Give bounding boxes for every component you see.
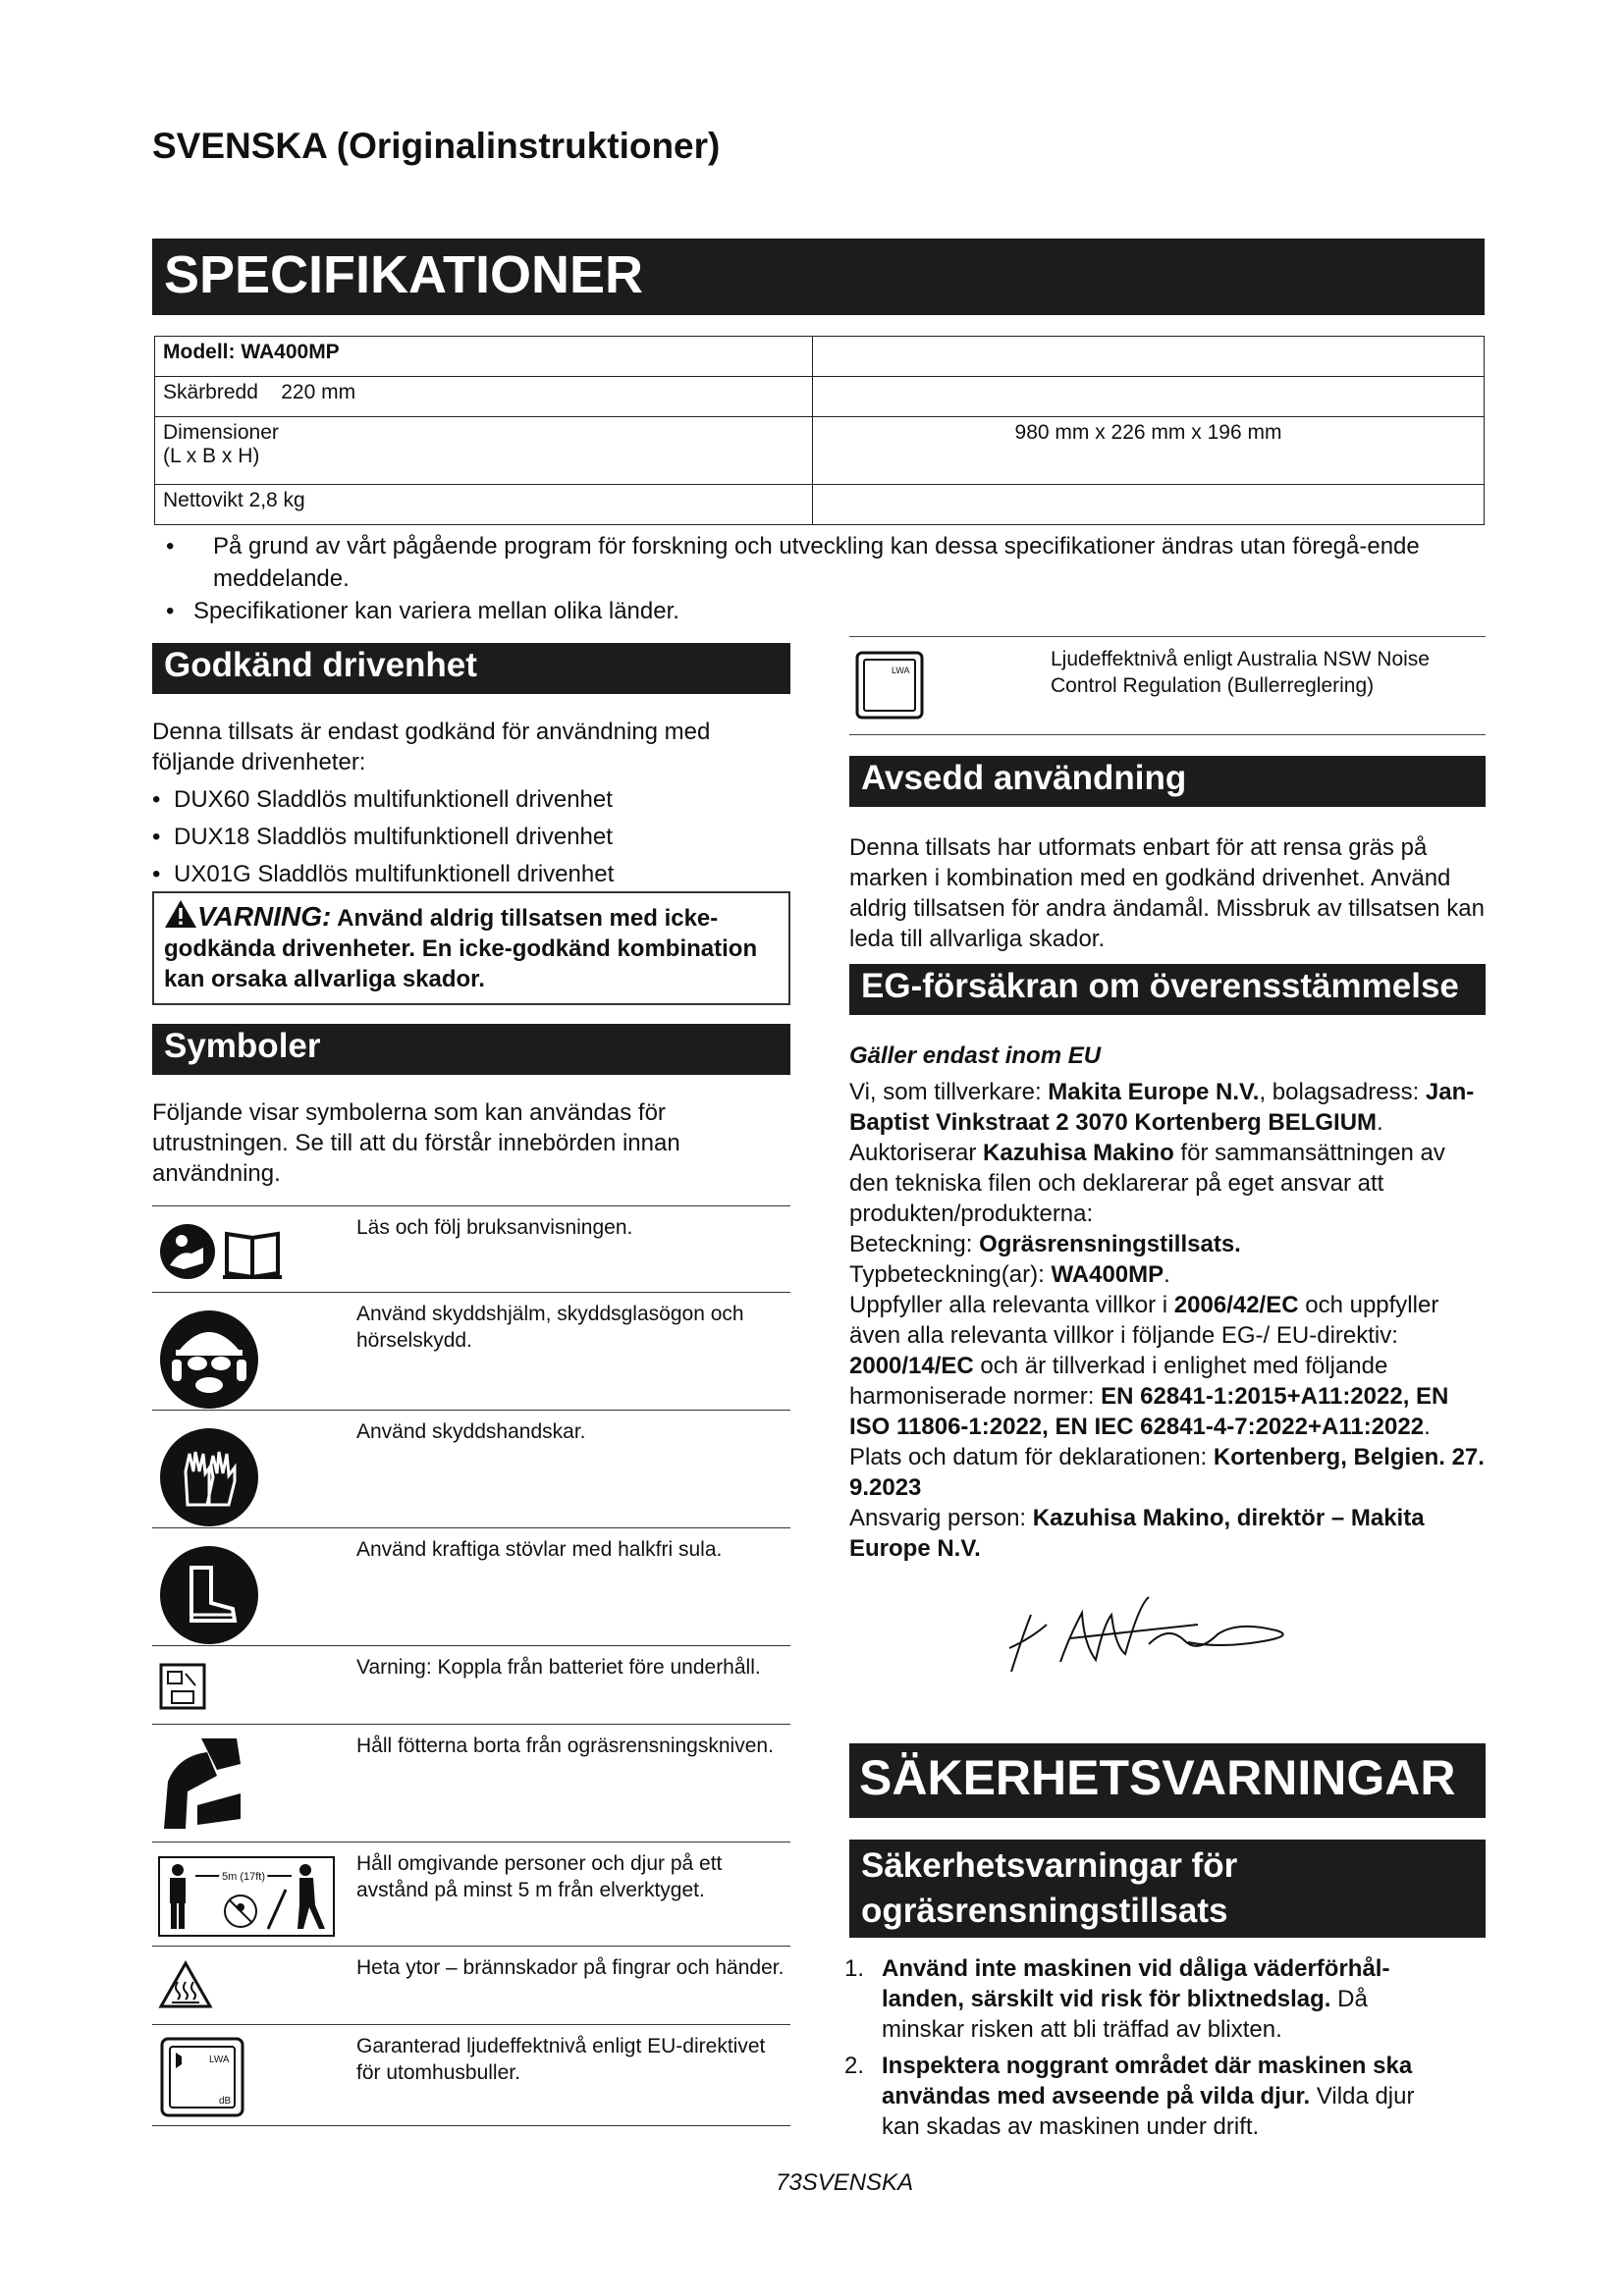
symbol-row: [152, 1410, 790, 1528]
noise-top-divider: [849, 636, 1486, 637]
responsible-person-value: Kazuhisa Makino, direktör – Makita Europe N.V.: [849, 1505, 1425, 1562]
list-item: [844, 2051, 1453, 2142]
warning-text: Använd aldrig tillsatsen med icke-godkända drivenheter. En icke-godkänd kombination kan orsaka allvarliga skador.: [164, 905, 758, 992]
list-item: • På grund av vårt pågående program för forskning och utveckling kan dessa specifikationer ändras utan föregå-ende meddelande.: [166, 533, 1420, 592]
gloves-icon: [158, 1426, 260, 1528]
directive: 2000/14/EC: [849, 1353, 974, 1379]
symbol-text: Heta ytor – brännskador på fingrar och händer.: [356, 1956, 785, 1979]
symbol-text: Garanterad ljudeffektnivå enligt EU-direktivet för utomhusbuller.: [356, 2035, 766, 2084]
approved-unit-body: [152, 717, 781, 889]
text-span: Typbeteckning(ar):: [849, 1261, 1052, 1288]
safety-list: [844, 1953, 1453, 2142]
note-text: På grund av vårt pågående program för forskning och utveckling kan dessa specifikationer ändras utan föregå-ende meddelande.: [213, 533, 1420, 592]
item-bold-text: Använd inte maskinen vid dåliga väderförhål-landen, särskilt vid risk för blixtnedslag.: [882, 1955, 1390, 2012]
hot-surface-icon: [158, 1960, 213, 2009]
text-span: . Auktoriserar: [849, 1109, 1383, 1166]
dimensions-label-cell: [155, 417, 813, 485]
text-span: för sammansättningen av den tekniska filen och deklarerar på eget ansvar att produkten/produkterna:: [849, 1140, 1445, 1227]
db-label: dB: [219, 2096, 232, 2107]
lwa-label: LWA: [892, 666, 910, 675]
authorized-person: Kazuhisa Makino: [983, 1140, 1174, 1166]
table-row: [155, 485, 1485, 525]
approved-intro: Denna tillsats är endast godkänd för användning med följande drivenheter:: [152, 719, 711, 775]
symbols-bottom-divider: [152, 2125, 790, 2126]
text-span: Vi, som tillverkare:: [849, 1079, 1049, 1105]
sound-power-au-icon: [854, 650, 925, 721]
symbol-row: [152, 1724, 790, 1842]
symbols-heading: Symboler: [152, 1024, 790, 1075]
directive: 2006/42/EC: [1173, 1292, 1299, 1318]
safety-subheading-line-1: Säkerhetsvarningar för: [861, 1846, 1238, 1885]
warning-label: VARNING:: [197, 901, 332, 932]
type-line: Typbeteckning(ar): WA400MP.: [849, 1261, 1170, 1288]
safety-warnings-heading: SÄKERHETSVARNINGAR: [849, 1743, 1486, 1818]
spec-table: [154, 336, 1485, 525]
symbol-row: [152, 1842, 790, 1947]
symbol-text: Varning: Koppla från batteriet före underhåll.: [356, 1656, 761, 1679]
list-item: • Specifikationer kan variera mellan olika länder.: [166, 598, 679, 624]
type-value: WA400MP: [1051, 1261, 1164, 1288]
intended-use-heading: Avsedd användning: [849, 756, 1486, 807]
lwa-label: LWA: [209, 2055, 230, 2065]
symbol-text: Använd skyddshandskar.: [356, 1420, 586, 1443]
sound-power-eu-icon: [158, 2035, 246, 2119]
symbol-row: [152, 1645, 790, 1725]
place-date-line: [849, 1442, 1488, 1503]
designation-value: Ogräsrensningstillsats.: [979, 1231, 1241, 1257]
table-row: [155, 337, 1485, 377]
note-text: Specifikationer kan variera mellan olika länder.: [193, 598, 679, 624]
noise-au-text: Ljudeffektnivå enligt Australia NSW Noise Control Regulation (Bullerreglering): [1051, 648, 1430, 697]
symbol-text: Håll fötterna borta från ogräsrensningskniven.: [356, 1735, 774, 1757]
ec-declaration-heading: EG-försäkran om överensstämmelse: [849, 964, 1486, 1015]
designation-line: [849, 1229, 1488, 1259]
safety-subheading-line-2: ogräsrensningstillsats: [861, 1892, 1228, 1930]
symbol-text: Läs och följ bruksanvisningen.: [356, 1216, 633, 1239]
symbol-row: [152, 1205, 790, 1293]
empty-cell: [813, 377, 1485, 417]
table-row: [155, 377, 1485, 417]
place-date-value: Kortenberg, Belgien. 27. 9.2023: [849, 1444, 1485, 1501]
dimensions-unit: (L x B x H): [163, 445, 260, 467]
manufacturer-name: Makita Europe N.V.: [1048, 1079, 1260, 1105]
symbol-row: [152, 2024, 790, 2126]
item-number: 2.: [844, 2053, 865, 2079]
page-footer: 73SVENSKA: [776, 2169, 914, 2196]
specifications-heading: SPECIFIKATIONER: [152, 239, 1485, 315]
symbol-text: Använd kraftiga stövlar med halkfri sula.: [356, 1538, 723, 1561]
item-bold-text: Inspektera noggrant området där maskinen ska användas med avseende på vilda djur.: [882, 2053, 1413, 2109]
text-span: och är tillverkad i enlighet med följande harmoniserade normer:: [849, 1353, 1388, 1410]
noise-bottom-divider: [849, 734, 1486, 735]
responsible-person-line: [849, 1503, 1488, 1564]
text-span: Plats och datum för deklarationen:: [849, 1444, 1214, 1470]
boots-icon: [158, 1544, 260, 1646]
signature-icon: [1001, 1585, 1316, 1683]
symbol-row: [152, 1946, 790, 2025]
empty-cell: [813, 337, 1485, 377]
text-span: Uppfyller alla relevanta villkor i: [849, 1292, 1174, 1318]
symbol-text: Håll omgivande personer och djur på ett avstånd på minst 5 m från elverktyget.: [356, 1852, 723, 1901]
read-manual-icon: [158, 1220, 315, 1283]
list-item: [844, 1953, 1453, 2045]
spec-notes: [152, 530, 1488, 627]
item-text: Vilda djur kan skadas av maskinen under drift.: [882, 2083, 1415, 2140]
dimensions-value: 980 mm x 226 mm x 196 mm: [813, 417, 1485, 485]
item-text: Då minskar risken att bli träffad av blixten.: [882, 1986, 1368, 2043]
keep-distance-icon: [158, 1856, 335, 1937]
language-title: SVENSKA (Originalinstruktioner): [152, 126, 721, 166]
distance-label: 5m (17ft): [221, 1871, 266, 1883]
warning-box: [152, 891, 790, 1005]
disconnect-battery-icon: [158, 1662, 207, 1711]
helmet-goggles-earmuffs-icon: [158, 1308, 260, 1411]
symbol-row: [152, 1527, 790, 1646]
table-row: [155, 417, 1485, 485]
harmonised-standards: EN 62841-1:2015+A11:2022, EN ISO 11806-1:2022, EN IEC 62841-4-7:2022+A11:2022: [849, 1383, 1449, 1440]
intended-use-text: Denna tillsats har utformats enbart för att rensa gräs på marken i kombination med en godkänd drivenhet. Använd aldrig tillsatsen för andra ändamål. Missbruk av tillsatsen kan leda till allvarliga skador.: [849, 834, 1485, 952]
ec-subtitle: Gäller endast inom EU: [849, 1042, 1102, 1069]
keep-feet-away-icon: [158, 1735, 246, 1833]
symbol-text: Använd skyddshjälm, skyddsglasögon och hörselskydd.: [356, 1303, 744, 1352]
symbols-intro: Följande visar symbolerna som kan användas för utrustningen. Se till att du förstår innebörden innan användning.: [152, 1099, 680, 1187]
approved-unit-heading: Godkänd drivenhet: [152, 643, 790, 694]
compliance-paragraph: Uppfyller alla relevanta villkor i 2006/42/EC och uppfyller även alla relevanta villkor i följande EG-/ EU-direktiv: 2000/14/EC och är tillverkad i enlighet med följande harmoniserade normer: EN 62841-1:2015+A11:2022, EN ISO 11806-1:2022, EN IEC 62841-4-7:2022+A11:2022.: [849, 1292, 1449, 1440]
warning-triangle-icon: [164, 899, 197, 929]
net-weight-cell: Nettovikt 2,8 kg: [155, 485, 813, 525]
manufacturer-address: Jan-Baptist Vinkstraat 2 3070 Kortenberg BELGIUM: [849, 1079, 1475, 1136]
symbol-row: [152, 1292, 790, 1411]
list-item: • DUX60 Sladdlös multifunktionell drivenhet: [152, 784, 781, 815]
model-cell: Modell: WA400MP: [155, 337, 813, 377]
item-number: 1.: [844, 1955, 865, 1982]
text-span: Ansvarig person:: [849, 1505, 1033, 1531]
dimensions-label: Dimensioner: [163, 421, 279, 444]
list-item: • DUX18 Sladdlös multifunktionell drivenhet: [152, 822, 781, 852]
ec-manufacturer-paragraph: [849, 1077, 1488, 1229]
text-span: , bolagsadress:: [1259, 1079, 1426, 1105]
text-span: Beteckning:: [849, 1231, 980, 1257]
safety-subheading: [849, 1840, 1486, 1938]
empty-cell: [813, 485, 1485, 525]
cutting-width-cell: Skärbredd 220 mm: [155, 377, 813, 417]
list-item: • UX01G Sladdlös multifunktionell drivenhet: [152, 859, 781, 889]
ec-declaration-body: [849, 1041, 1488, 1564]
text-span: och uppfyller även alla relevanta villkor i följande EG-/ EU-direktiv:: [849, 1292, 1439, 1349]
